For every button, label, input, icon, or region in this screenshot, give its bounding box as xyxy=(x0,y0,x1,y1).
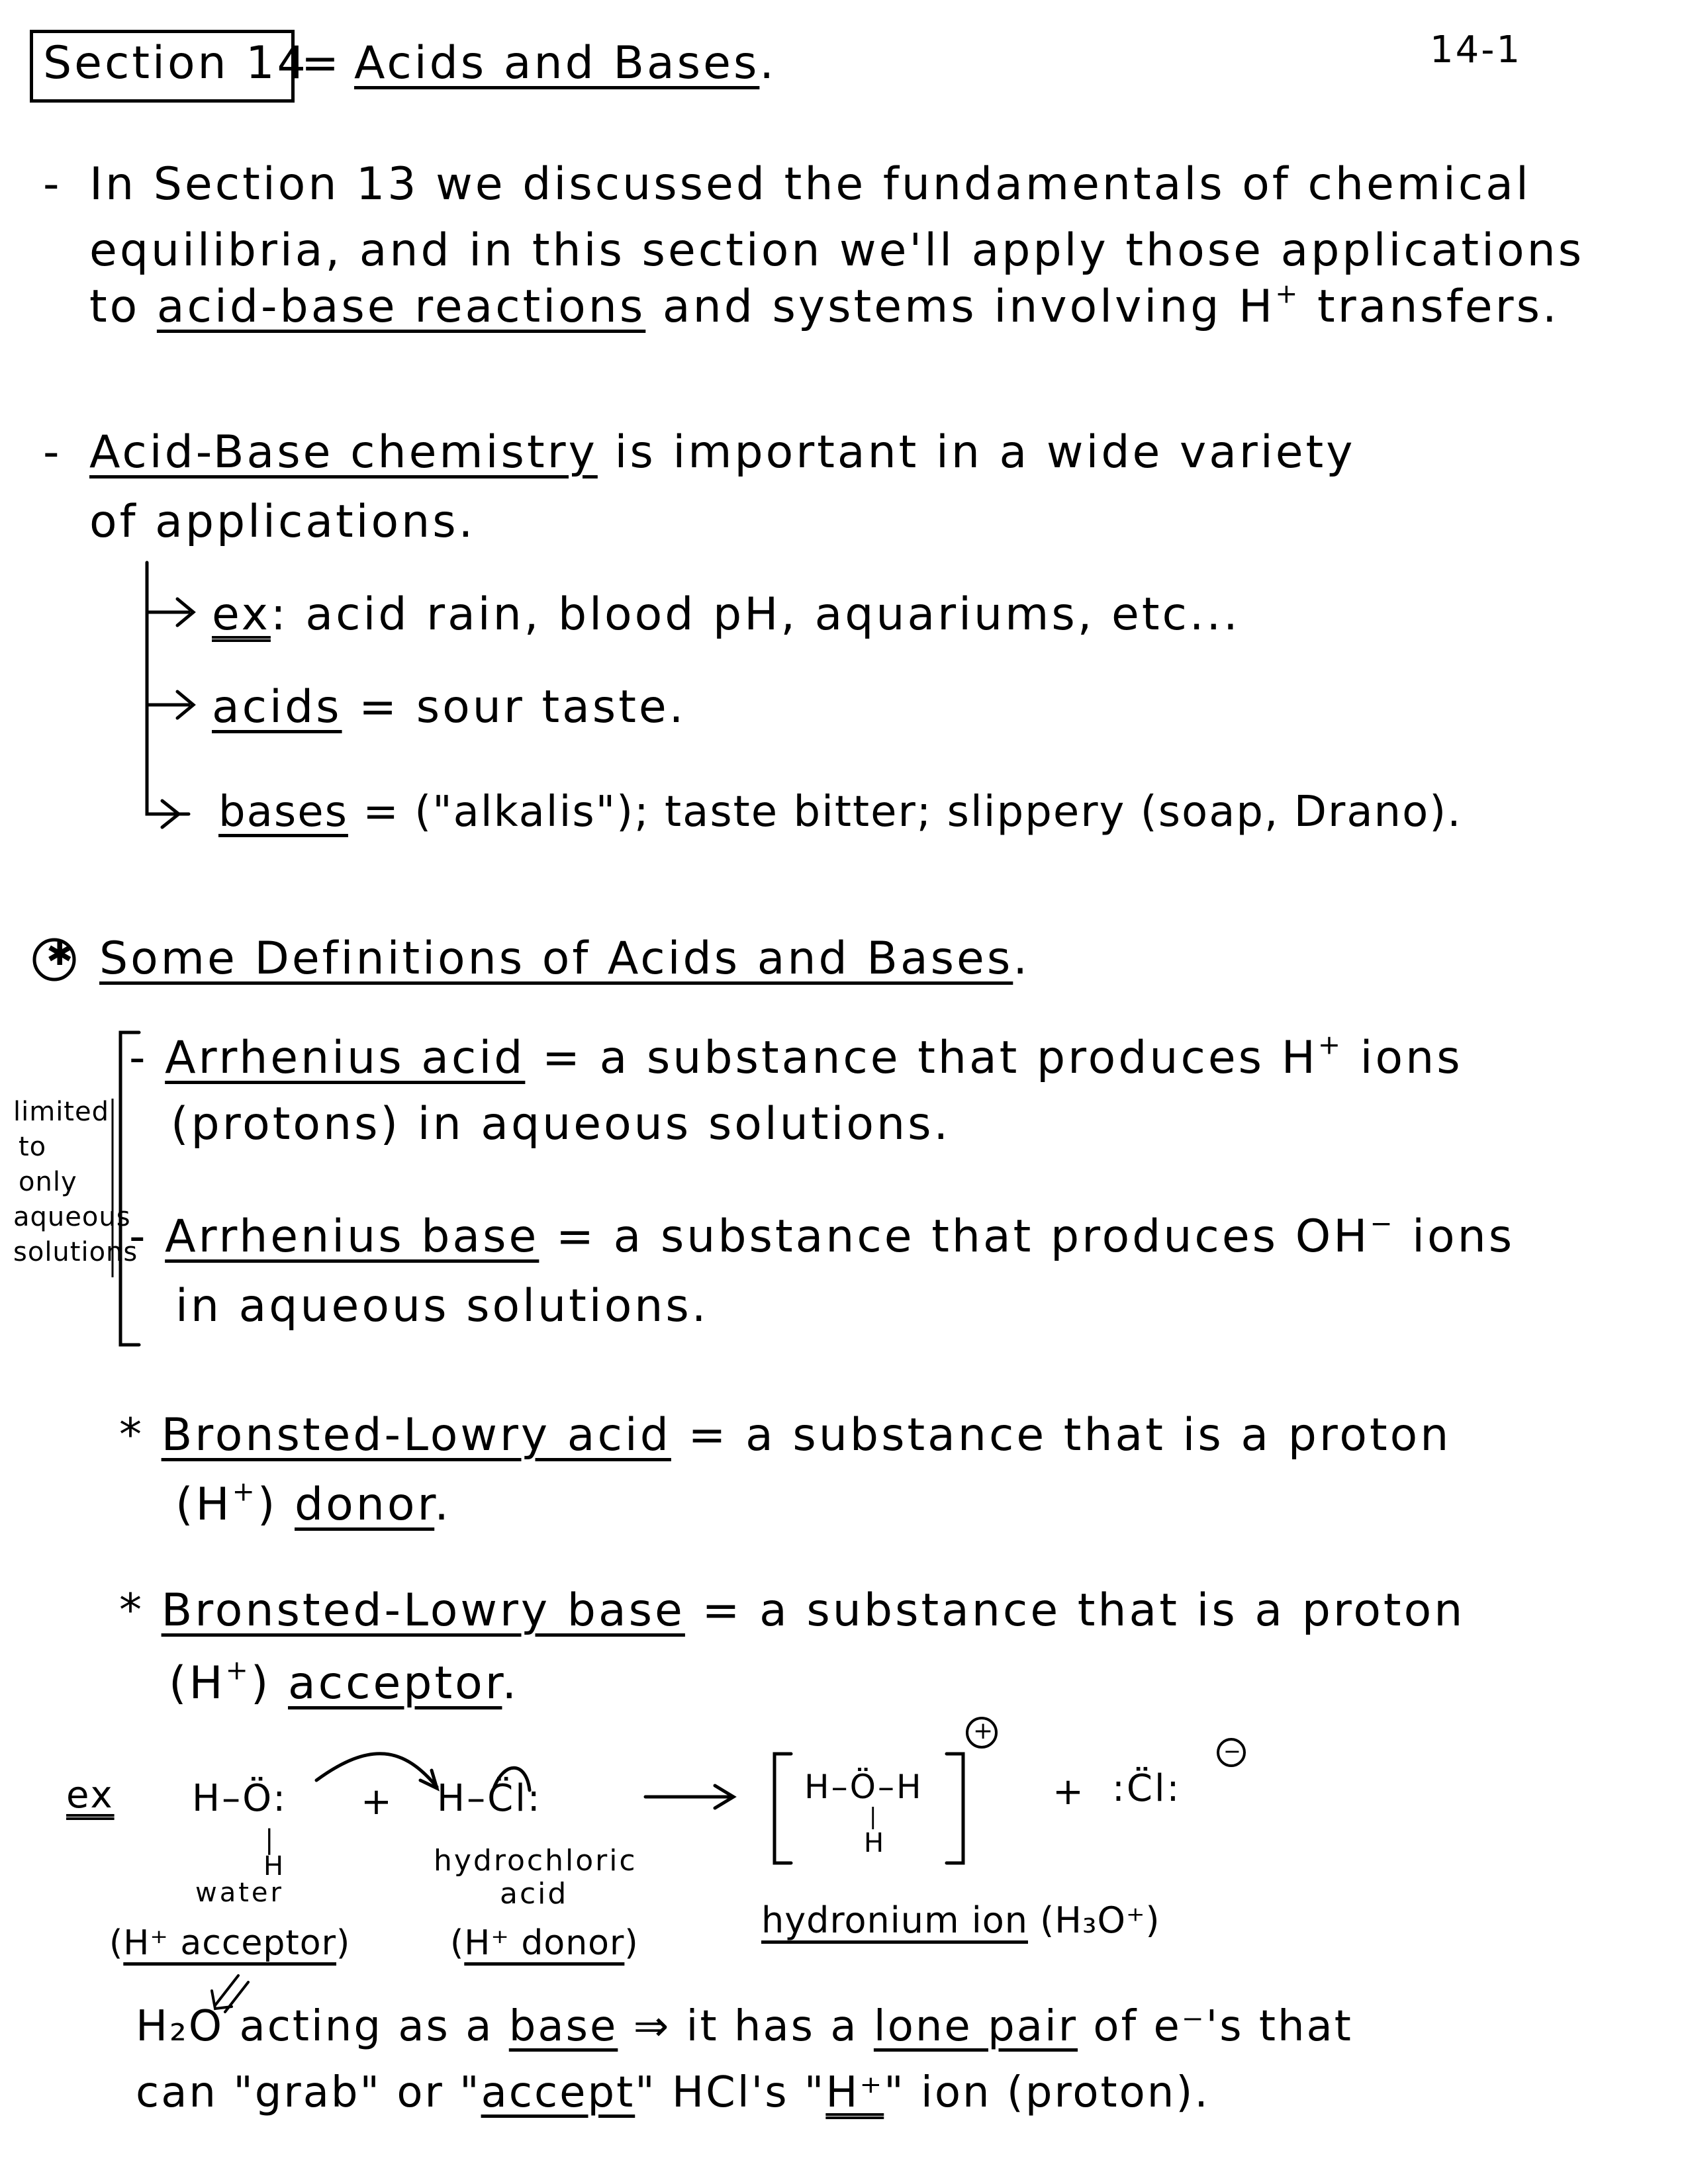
bl-base-line-2-a: (H xyxy=(169,1657,226,1709)
plus-sign-1: + xyxy=(361,1780,394,1823)
hydronium-h: H xyxy=(864,1828,885,1858)
intro-line-3-c: transfers. xyxy=(1300,281,1560,333)
hcl-role-text: H⁺ donor xyxy=(464,1923,625,1963)
conclusion-c: of e⁻'s that xyxy=(1078,2002,1353,2051)
acids-text: = sour taste. xyxy=(342,681,686,733)
title-text: Acids and Bases xyxy=(354,37,760,89)
conclusion-h-term: H⁺ xyxy=(825,2068,884,2117)
intro-line-1: In Section 13 we discussed the fundamentals of chemical xyxy=(89,158,1531,210)
importance-line-2: of applications. xyxy=(89,496,476,548)
arrhenius-base-text: = a substance that produces OH xyxy=(539,1210,1370,1263)
water-formula: H–Ö: xyxy=(192,1777,288,1820)
bl-base-text: = a substance that is a proton xyxy=(684,1584,1466,1637)
arrhenius-base-line-2: in aqueous solutions. xyxy=(175,1280,709,1332)
definitions-heading xyxy=(99,933,1030,985)
charge-plus: + xyxy=(973,1717,994,1745)
bl-base-line-2 xyxy=(169,1654,520,1709)
bl-acid-line-2 xyxy=(175,1475,451,1531)
side-note-line-5: solutions xyxy=(13,1237,138,1267)
example-ex-label: ex xyxy=(66,1774,115,1817)
intro-line-3 xyxy=(89,277,1560,333)
reaction-arrow xyxy=(645,1786,733,1808)
example-applications xyxy=(212,588,1241,641)
hcl-formula: H–C̈l: xyxy=(437,1777,542,1820)
intro-dash: - xyxy=(43,158,62,210)
bases-text: = ("alkalis"); taste bitter; slippery (soap, Drano). xyxy=(348,788,1462,837)
conclusion-base-term: base xyxy=(508,2002,618,2051)
water-bond: | xyxy=(265,1825,274,1855)
acceptor-term: acceptor xyxy=(288,1657,502,1709)
side-note-line-4: aqueous xyxy=(13,1202,131,1232)
importance-line-1-rest: is important in a wide variety xyxy=(597,426,1356,478)
bl-base-line-1 xyxy=(119,1584,1466,1637)
accept-term: accept xyxy=(481,2068,635,2117)
conclusion-b: it has a xyxy=(686,2002,874,2051)
bl-base-line-2-b: ) xyxy=(250,1657,289,1709)
acid-base-chemistry-term: Acid-Base chemistry xyxy=(89,426,598,478)
applications-bracket xyxy=(147,563,193,827)
water-role-text: H⁺ acceptor xyxy=(123,1923,337,1963)
bl-acid-sup: + xyxy=(232,1475,258,1508)
arrhenius-acid-end: ions xyxy=(1343,1032,1463,1084)
arrhenius-base-sup: − xyxy=(1370,1207,1395,1240)
hydronium-bond: | xyxy=(869,1803,877,1830)
title-period: . xyxy=(759,37,776,89)
bl-acid-line-2-a: (H xyxy=(175,1479,232,1531)
arrhenius-base-term: Arrhenius base xyxy=(165,1210,539,1263)
importance-line-1 xyxy=(89,426,1356,478)
conclusion-line-2-c: " ion (proton). xyxy=(884,2068,1210,2117)
conclusion-line-2-b: " HCl's " xyxy=(635,2068,826,2117)
definitions-heading-text: Some Definitions of Acids and Bases xyxy=(99,933,1013,985)
bases-term: bases xyxy=(218,788,348,837)
asterisk-icon: ✱ xyxy=(46,936,73,973)
hcl-label-1: hydrochloric xyxy=(434,1844,637,1878)
bl-acid-text: = a substance that is a proton xyxy=(671,1409,1452,1461)
bl-base-bullet: * xyxy=(119,1584,144,1637)
conclusion-line-1 xyxy=(136,2002,1353,2051)
acids-term: acids xyxy=(212,681,342,733)
bl-acid-line-1 xyxy=(119,1409,1452,1461)
donor-term: donor xyxy=(295,1479,435,1531)
bases-line xyxy=(218,788,1462,837)
side-note-line-2: to xyxy=(19,1132,47,1162)
side-note-line-1: limited xyxy=(13,1097,109,1127)
hydronium-label xyxy=(761,1899,1160,1941)
hydronium-label-text: hydronium ion xyxy=(761,1899,1028,1941)
intro-line-2: equilibria, and in this section we'll apply those applications xyxy=(89,224,1585,277)
conclusion-line-2 xyxy=(136,2068,1210,2117)
hydronium-formula: H–Ö–H xyxy=(804,1768,923,1806)
water-label: water xyxy=(195,1878,284,1908)
lone-pair-term: lone pair xyxy=(873,2002,1078,2051)
intro-line-3-sup: + xyxy=(1275,277,1301,310)
arrhenius-acid-term: Arrhenius acid xyxy=(165,1032,526,1084)
water-role: (H⁺ acceptor) xyxy=(109,1923,351,1963)
bl-acid-term: Bronsted-Lowry acid xyxy=(161,1409,671,1461)
header-equals: = xyxy=(301,37,342,89)
arrhenius-base-end: ions xyxy=(1395,1210,1515,1263)
conclusion-a: H₂O acting as a xyxy=(136,2002,509,2051)
bl-acid-bullet: * xyxy=(119,1409,144,1461)
bl-base-period: . xyxy=(502,1657,520,1709)
page-title xyxy=(354,37,776,89)
ex-text: : acid rain, blood pH, aquariums, etc... xyxy=(270,588,1241,641)
side-note-line-3: only xyxy=(19,1167,77,1197)
conclusion-arrow: ⇒ xyxy=(618,2002,686,2051)
bl-base-term: Bronsted-Lowry base xyxy=(161,1584,685,1637)
intro-line-3-a: to xyxy=(89,281,140,333)
arrhenius-acid-line-1: - Arrhenius acid = a substance that produces H+ ions xyxy=(129,1028,1463,1084)
ex-label: ex xyxy=(212,588,271,641)
bl-acid-line-2-b: ) xyxy=(257,1479,295,1531)
importance-dash: - xyxy=(43,426,62,478)
section-label: Section 14 xyxy=(43,37,308,89)
intro-line-3-b: and systems involving H xyxy=(662,281,1276,333)
hcl-role: (H⁺ donor) xyxy=(450,1923,639,1963)
arrhenius-base-line-1: - Arrhenius base = a substance that produces OH− ions xyxy=(129,1207,1515,1263)
definitions-heading-period: . xyxy=(1013,933,1030,985)
acids-line xyxy=(212,681,686,733)
arrhenius-acid-line-2: (protons) in aqueous solutions. xyxy=(171,1098,951,1150)
plus-sign-2: + xyxy=(1053,1770,1086,1813)
hcl-label-2: acid xyxy=(500,1877,569,1911)
arrhenius-acid-sup: + xyxy=(1317,1028,1344,1061)
chloride-formula: :C̈l: xyxy=(1112,1767,1182,1810)
conclusion-line-2-a: can "grab" or " xyxy=(136,2068,481,2117)
charge-minus: − xyxy=(1223,1739,1241,1764)
hydronium-formula-text: (H₃O⁺) xyxy=(1040,1899,1160,1941)
water-h: H xyxy=(263,1851,285,1882)
arrhenius-acid-text: = a substance that produces H xyxy=(525,1032,1318,1084)
bl-base-sup: + xyxy=(225,1654,251,1686)
bl-acid-period: . xyxy=(434,1479,451,1531)
acid-base-reactions-term: acid-base reactions xyxy=(156,281,646,333)
page-number: 14-1 xyxy=(1430,28,1523,71)
